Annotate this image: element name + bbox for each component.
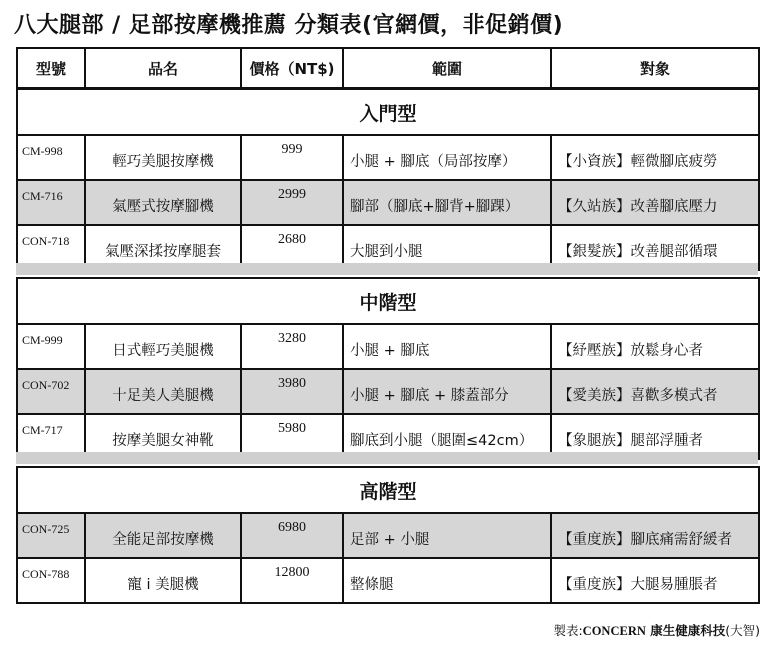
cell-range: 足部 + 小腿 [343,513,551,558]
table-row [17,513,759,558]
cell-model: CON-788 [17,558,85,603]
page-title: 八大腿部 / 足部按摩機推薦 分類表(官網價，非促銷價) [14,13,564,38]
header-range: 範圍 [343,48,551,88]
cell-name: 日式輕巧美腿機 [85,324,241,369]
cell-range: 腳底到小腿（腿圍≤42cm） [343,414,551,459]
cell-range: 整條腿 [343,558,551,603]
footer-prefix: 製表: [553,623,583,638]
header-row [17,48,759,88]
cell-name: 輕巧美腿按摩機 [85,135,241,180]
table-row [17,180,759,225]
cell-range: 腳部（腳底+腳背+腳踝） [343,180,551,225]
header-name: 品名 [85,48,241,88]
cell-name: 氣壓式按摩腳機 [85,180,241,225]
cell-name: 按摩美腿女神靴 [85,414,241,459]
section-mid [16,277,760,460]
cell-target: 【小資族】輕微腳底疲勞 [551,135,759,180]
cell-target: 【愛美族】喜歡多模式者 [551,369,759,414]
header-target: 對象 [551,48,759,88]
cell-target: 【重度族】大腿易腫脹者 [551,558,759,603]
section-high [16,466,760,604]
section-label: 高階型 [17,467,759,513]
cell-range: 大腿到小腿 [343,225,551,270]
cell-price: 3980 [241,369,343,414]
cell-target: 【久站族】改善腳底壓力 [551,180,759,225]
cell-price: 999 [241,135,343,180]
cell-name: 氣壓深揉按摩腿套 [85,225,241,270]
cell-name: 寵 i 美腿機 [85,558,241,603]
cell-price: 3280 [241,324,343,369]
section-label: 中階型 [17,278,759,324]
footer-credit [553,621,760,639]
cell-range: 小腿 + 腳底（局部按摩） [343,135,551,180]
cell-price: 5980 [241,414,343,459]
cell-range: 小腿 + 腳底 [343,324,551,369]
header-table [16,47,760,89]
cell-target: 【紓壓族】放鬆身心者 [551,324,759,369]
header-price: 價格（NT$) [241,48,343,88]
section-label: 入門型 [17,89,759,135]
footer-brand: CONCERN [582,624,646,638]
cell-price: 12800 [241,558,343,603]
table-row [17,135,759,180]
table-row [17,324,759,369]
cell-price: 6980 [241,513,343,558]
cell-name: 十足美人美腿機 [85,369,241,414]
cell-range: 小腿 + 腳底 + 膝蓋部分 [343,369,551,414]
section-separator [16,452,758,464]
table-row [17,369,759,414]
cell-model: CON-702 [17,369,85,414]
cell-model: CM-716 [17,180,85,225]
cell-model: CON-718 [17,225,85,270]
cell-model: CM-999 [17,324,85,369]
cell-model: CON-725 [17,513,85,558]
section-separator [16,263,758,275]
cell-model: CM-998 [17,135,85,180]
section-entry [16,88,760,271]
footer-company: 康生健康科技 [645,623,726,638]
cell-target: 【重度族】腳底痛需舒緩者 [551,513,759,558]
cell-price: 2680 [241,225,343,270]
footer-suffix: (大智) [725,623,760,638]
cell-name: 全能足部按摩機 [85,513,241,558]
cell-price: 2999 [241,180,343,225]
cell-model: CM-717 [17,414,85,459]
header-model: 型號 [17,48,85,88]
table-row [17,558,759,603]
cell-target: 【象腿族】腿部浮腫者 [551,414,759,459]
cell-target: 【銀髮族】改善腿部循環 [551,225,759,270]
